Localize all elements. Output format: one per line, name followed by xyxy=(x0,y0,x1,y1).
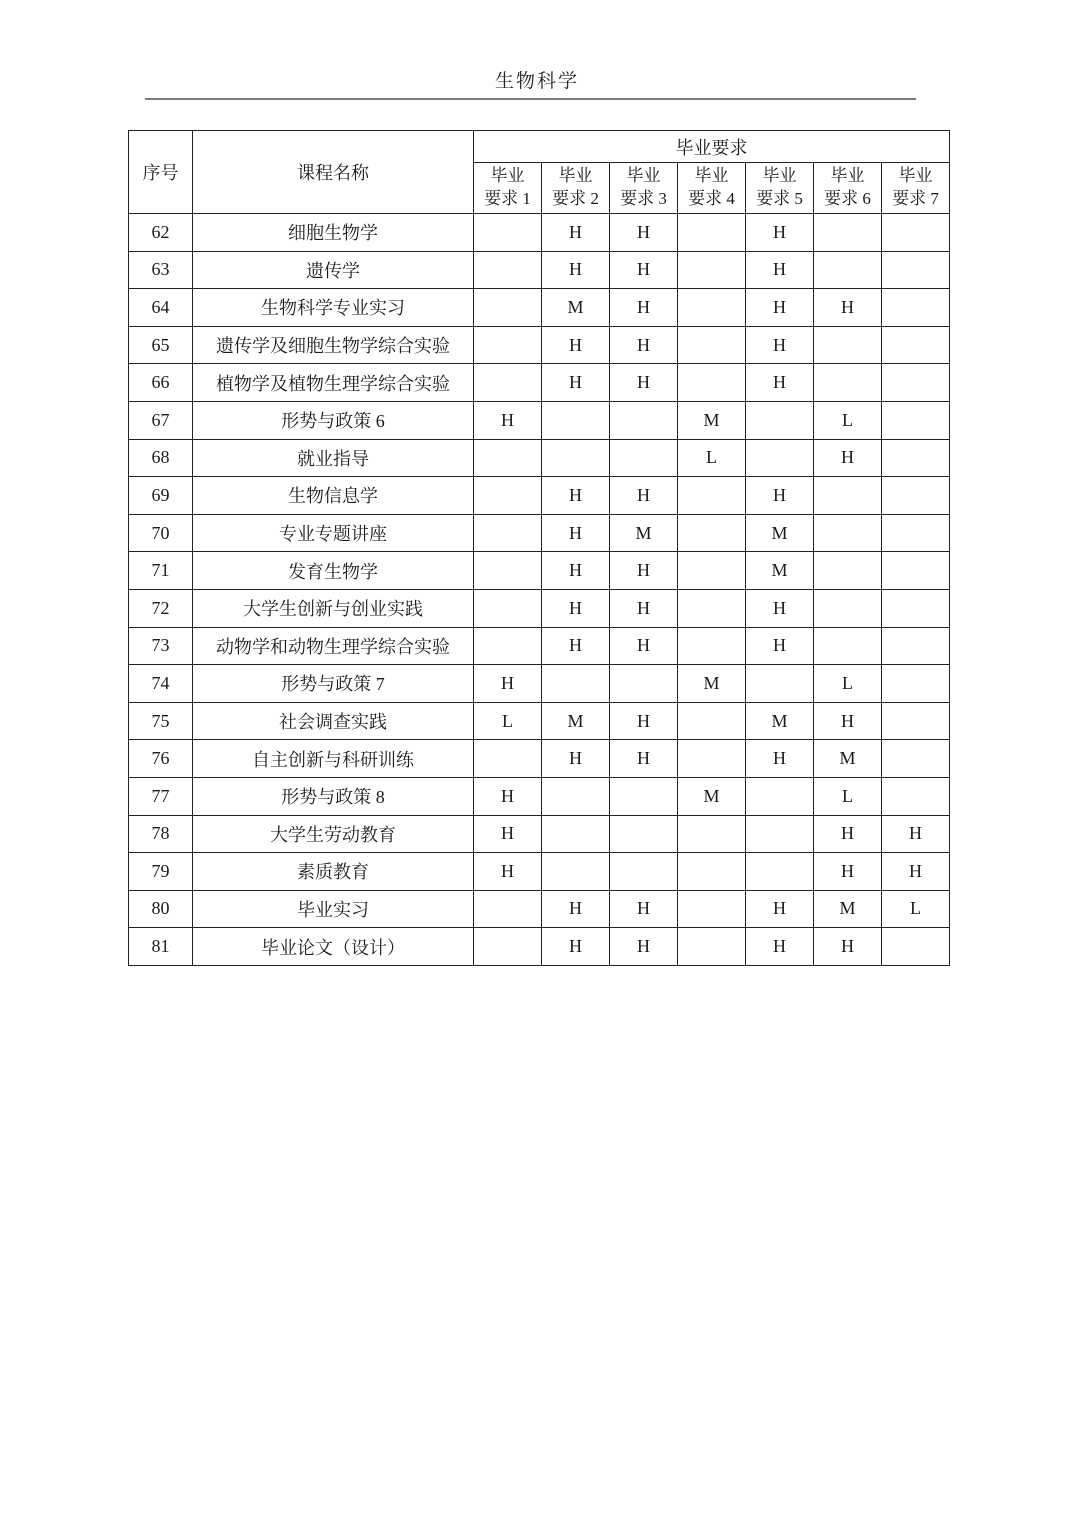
requirement-level-cell xyxy=(882,477,950,515)
requirement-level-cell: H xyxy=(814,928,882,966)
requirement-level-cell: H xyxy=(610,552,678,590)
course-name-cell: 形势与政策 7 xyxy=(193,665,474,703)
requirement-level-cell: H xyxy=(746,326,814,364)
col-header-requirement-2 xyxy=(542,163,610,214)
requirement-level-cell: H xyxy=(542,627,610,665)
requirement-level-cell xyxy=(474,627,542,665)
requirement-header-line2: 要求 3 xyxy=(620,189,667,208)
requirement-level-cell xyxy=(542,401,610,439)
course-index-cell: 71 xyxy=(129,552,193,590)
requirement-level-cell: M xyxy=(542,702,610,740)
course-index-cell: 76 xyxy=(129,740,193,778)
course-index-cell: 70 xyxy=(129,514,193,552)
requirement-level-cell: H xyxy=(610,890,678,928)
table-row xyxy=(129,589,950,627)
course-name-cell: 毕业论文（设计） xyxy=(193,928,474,966)
course-name-cell: 植物学及植物生理学综合实验 xyxy=(193,364,474,402)
requirement-level-cell: H xyxy=(814,439,882,477)
requirement-level-cell xyxy=(542,439,610,477)
course-index-cell: 78 xyxy=(129,815,193,853)
requirement-level-cell: M xyxy=(678,401,746,439)
requirement-level-cell xyxy=(474,890,542,928)
requirement-level-cell xyxy=(474,514,542,552)
col-header-requirement-3 xyxy=(610,163,678,214)
course-index-cell: 72 xyxy=(129,589,193,627)
requirement-level-cell xyxy=(542,815,610,853)
requirement-level-cell xyxy=(882,552,950,590)
requirement-level-cell xyxy=(610,853,678,891)
requirement-level-cell: H xyxy=(610,627,678,665)
requirement-level-cell: H xyxy=(746,364,814,402)
requirement-level-cell xyxy=(678,702,746,740)
requirement-level-cell: H xyxy=(746,890,814,928)
requirement-level-cell xyxy=(882,777,950,815)
requirement-level-cell xyxy=(814,477,882,515)
course-name-cell: 素质教育 xyxy=(193,853,474,891)
course-name-cell: 形势与政策 8 xyxy=(193,777,474,815)
requirement-level-cell: H xyxy=(610,364,678,402)
course-name-cell: 遗传学 xyxy=(193,251,474,289)
requirement-level-cell xyxy=(882,401,950,439)
col-header-requirement-6 xyxy=(814,163,882,214)
requirement-level-cell: H xyxy=(746,928,814,966)
requirement-level-cell xyxy=(814,364,882,402)
requirement-level-cell: H xyxy=(610,928,678,966)
requirement-level-cell xyxy=(610,815,678,853)
requirement-level-cell: H xyxy=(542,890,610,928)
requirement-level-cell: H xyxy=(542,552,610,590)
course-name-cell: 大学生创新与创业实践 xyxy=(193,589,474,627)
requirement-header-line2: 要求 5 xyxy=(756,189,803,208)
requirement-level-cell: H xyxy=(542,214,610,252)
requirement-level-cell: H xyxy=(542,589,610,627)
requirement-header-line1: 毕业 xyxy=(762,166,797,186)
col-header-requirement-1 xyxy=(474,163,542,214)
course-index-cell: 77 xyxy=(129,777,193,815)
requirement-header-line1: 毕业 xyxy=(558,166,593,186)
requirement-level-cell xyxy=(610,777,678,815)
requirement-level-cell: H xyxy=(746,289,814,327)
course-name-cell: 毕业实习 xyxy=(193,890,474,928)
requirement-level-cell xyxy=(678,815,746,853)
requirement-level-cell xyxy=(882,589,950,627)
requirement-level-cell xyxy=(474,928,542,966)
requirement-level-cell xyxy=(882,364,950,402)
table-row xyxy=(129,928,950,966)
requirement-level-cell: H xyxy=(542,251,610,289)
requirement-level-cell: H xyxy=(474,401,542,439)
course-name-cell: 生物信息学 xyxy=(193,477,474,515)
requirement-level-cell xyxy=(474,251,542,289)
requirement-level-cell xyxy=(474,740,542,778)
requirement-level-cell: H xyxy=(474,853,542,891)
requirement-level-cell: L xyxy=(678,439,746,477)
requirement-level-cell xyxy=(746,777,814,815)
requirement-level-cell: H xyxy=(542,740,610,778)
course-index-cell: 74 xyxy=(129,665,193,703)
table-row xyxy=(129,815,950,853)
course-name-cell: 就业指导 xyxy=(193,439,474,477)
col-header-index: 序号 xyxy=(129,131,193,214)
course-name-cell: 专业专题讲座 xyxy=(193,514,474,552)
requirement-level-cell: H xyxy=(610,477,678,515)
requirement-level-cell xyxy=(814,214,882,252)
requirement-level-cell: H xyxy=(746,477,814,515)
col-header-graduation-requirements: 毕业要求 xyxy=(474,131,950,163)
requirement-level-cell xyxy=(474,326,542,364)
requirement-level-cell: M xyxy=(542,289,610,327)
requirement-level-cell xyxy=(814,627,882,665)
requirement-level-cell: M xyxy=(610,514,678,552)
requirement-level-cell xyxy=(882,214,950,252)
requirement-level-cell xyxy=(542,665,610,703)
requirement-level-cell xyxy=(746,815,814,853)
requirement-header-line1: 毕业 xyxy=(898,166,933,186)
requirement-level-cell xyxy=(882,740,950,778)
table-row xyxy=(129,289,950,327)
course-index-cell: 81 xyxy=(129,928,193,966)
requirement-header-line1: 毕业 xyxy=(490,166,525,186)
requirement-level-cell xyxy=(474,214,542,252)
col-header-course-name: 课程名称 xyxy=(193,131,474,214)
course-index-cell: 67 xyxy=(129,401,193,439)
table-row xyxy=(129,665,950,703)
requirement-level-cell xyxy=(882,326,950,364)
course-index-cell: 63 xyxy=(129,251,193,289)
requirement-header-line1: 毕业 xyxy=(694,166,729,186)
requirement-level-cell: M xyxy=(814,740,882,778)
course-name-cell: 形势与政策 6 xyxy=(193,401,474,439)
requirement-level-cell xyxy=(678,289,746,327)
requirement-level-cell: H xyxy=(882,853,950,891)
requirement-level-cell xyxy=(814,251,882,289)
course-index-cell: 80 xyxy=(129,890,193,928)
requirement-level-cell: H xyxy=(474,815,542,853)
requirement-level-cell: H xyxy=(746,214,814,252)
requirement-level-cell: M xyxy=(678,665,746,703)
requirement-header-line1: 毕业 xyxy=(830,166,865,186)
requirement-level-cell xyxy=(882,665,950,703)
requirement-level-cell xyxy=(542,853,610,891)
course-name-cell: 自主创新与科研训练 xyxy=(193,740,474,778)
requirement-header-line2: 要求 6 xyxy=(824,189,871,208)
requirement-level-cell xyxy=(474,439,542,477)
requirement-level-cell xyxy=(882,439,950,477)
requirement-level-cell: H xyxy=(746,251,814,289)
requirement-header-line1: 毕业 xyxy=(626,166,661,186)
col-header-requirement-7 xyxy=(882,163,950,214)
table-row xyxy=(129,552,950,590)
requirement-level-cell: H xyxy=(542,326,610,364)
requirement-level-cell: L xyxy=(814,401,882,439)
requirement-level-cell xyxy=(678,890,746,928)
requirement-level-cell: M xyxy=(746,552,814,590)
requirement-level-cell xyxy=(746,401,814,439)
course-index-cell: 64 xyxy=(129,289,193,327)
requirement-level-cell: L xyxy=(474,702,542,740)
table-row xyxy=(129,890,950,928)
table-row xyxy=(129,627,950,665)
requirement-level-cell xyxy=(882,627,950,665)
requirement-level-cell: H xyxy=(542,928,610,966)
requirement-level-cell xyxy=(678,477,746,515)
course-name-cell: 大学生劳动教育 xyxy=(193,815,474,853)
header-rule xyxy=(145,98,916,100)
requirement-header-line2: 要求 2 xyxy=(552,189,599,208)
table-row xyxy=(129,364,950,402)
requirement-level-cell: H xyxy=(610,326,678,364)
col-header-requirement-5 xyxy=(746,163,814,214)
requirement-level-cell xyxy=(474,552,542,590)
course-name-cell: 社会调查实践 xyxy=(193,702,474,740)
table-row xyxy=(129,514,950,552)
requirement-level-cell: H xyxy=(814,289,882,327)
requirement-level-cell xyxy=(678,740,746,778)
course-index-cell: 73 xyxy=(129,627,193,665)
requirement-level-cell xyxy=(746,665,814,703)
requirement-level-cell xyxy=(678,326,746,364)
course-index-cell: 69 xyxy=(129,477,193,515)
course-index-cell: 68 xyxy=(129,439,193,477)
requirement-level-cell: H xyxy=(746,589,814,627)
course-index-cell: 75 xyxy=(129,702,193,740)
table-row xyxy=(129,702,950,740)
requirement-level-cell: H xyxy=(474,777,542,815)
table-row xyxy=(129,251,950,289)
requirement-level-cell xyxy=(882,928,950,966)
requirement-level-cell xyxy=(814,326,882,364)
requirement-level-cell: H xyxy=(610,589,678,627)
requirement-level-cell: H xyxy=(814,853,882,891)
requirement-level-cell: H xyxy=(542,514,610,552)
requirement-level-cell xyxy=(610,401,678,439)
requirement-level-cell xyxy=(678,514,746,552)
requirement-level-cell: H xyxy=(610,214,678,252)
requirement-level-cell xyxy=(678,552,746,590)
requirement-level-cell: H xyxy=(610,740,678,778)
requirement-level-cell xyxy=(882,251,950,289)
requirement-level-cell xyxy=(814,514,882,552)
requirement-level-cell xyxy=(746,439,814,477)
table-row xyxy=(129,326,950,364)
course-index-cell: 79 xyxy=(129,853,193,891)
requirement-level-cell: L xyxy=(814,665,882,703)
requirement-level-cell xyxy=(746,853,814,891)
requirement-level-cell xyxy=(882,514,950,552)
table-row xyxy=(129,777,950,815)
requirement-level-cell xyxy=(678,251,746,289)
requirement-level-cell xyxy=(678,589,746,627)
requirement-level-cell: H xyxy=(610,702,678,740)
requirement-level-cell: H xyxy=(814,702,882,740)
requirement-level-cell xyxy=(882,289,950,327)
requirement-level-cell xyxy=(678,928,746,966)
requirement-level-cell: H xyxy=(610,289,678,327)
table-row xyxy=(129,214,950,252)
requirement-level-cell xyxy=(882,702,950,740)
requirement-level-cell: L xyxy=(882,890,950,928)
col-header-requirement-4 xyxy=(678,163,746,214)
requirement-header-line2: 要求 4 xyxy=(688,189,735,208)
requirement-level-cell: M xyxy=(678,777,746,815)
requirement-level-cell xyxy=(474,477,542,515)
requirement-level-cell: M xyxy=(746,514,814,552)
requirement-level-cell xyxy=(678,627,746,665)
requirement-level-cell xyxy=(542,777,610,815)
table-row xyxy=(129,740,950,778)
requirement-level-cell xyxy=(678,214,746,252)
requirement-level-cell: H xyxy=(814,815,882,853)
requirement-header-line2: 要求 7 xyxy=(892,189,939,208)
requirement-level-cell: H xyxy=(746,627,814,665)
course-index-cell: 66 xyxy=(129,364,193,402)
requirement-level-cell: M xyxy=(814,890,882,928)
requirement-level-cell: H xyxy=(746,740,814,778)
requirement-level-cell: H xyxy=(474,665,542,703)
course-index-cell: 65 xyxy=(129,326,193,364)
course-name-cell: 生物科学专业实习 xyxy=(193,289,474,327)
requirement-level-cell xyxy=(678,364,746,402)
requirement-level-cell xyxy=(610,439,678,477)
table-row xyxy=(129,439,950,477)
course-name-cell: 发育生物学 xyxy=(193,552,474,590)
requirement-level-cell: M xyxy=(746,702,814,740)
requirement-level-cell xyxy=(814,589,882,627)
requirement-level-cell: H xyxy=(882,815,950,853)
requirement-level-cell: L xyxy=(814,777,882,815)
requirement-level-cell xyxy=(474,289,542,327)
requirement-level-cell xyxy=(814,552,882,590)
course-name-cell: 动物学和动物生理学综合实验 xyxy=(193,627,474,665)
course-name-cell: 细胞生物学 xyxy=(193,214,474,252)
requirement-level-cell xyxy=(610,665,678,703)
curriculum-requirements-table xyxy=(128,130,950,966)
page-title: 生物科学 xyxy=(494,71,579,92)
requirement-level-cell xyxy=(474,589,542,627)
table-row xyxy=(129,853,950,891)
requirement-level-cell: H xyxy=(542,364,610,402)
course-index-cell: 62 xyxy=(129,214,193,252)
course-name-cell: 遗传学及细胞生物学综合实验 xyxy=(193,326,474,364)
table-row xyxy=(129,401,950,439)
requirement-level-cell xyxy=(474,364,542,402)
requirement-level-cell: H xyxy=(610,251,678,289)
table-row xyxy=(129,477,950,515)
requirement-header-line2: 要求 1 xyxy=(484,189,531,208)
requirement-level-cell xyxy=(678,853,746,891)
requirement-level-cell: H xyxy=(542,477,610,515)
